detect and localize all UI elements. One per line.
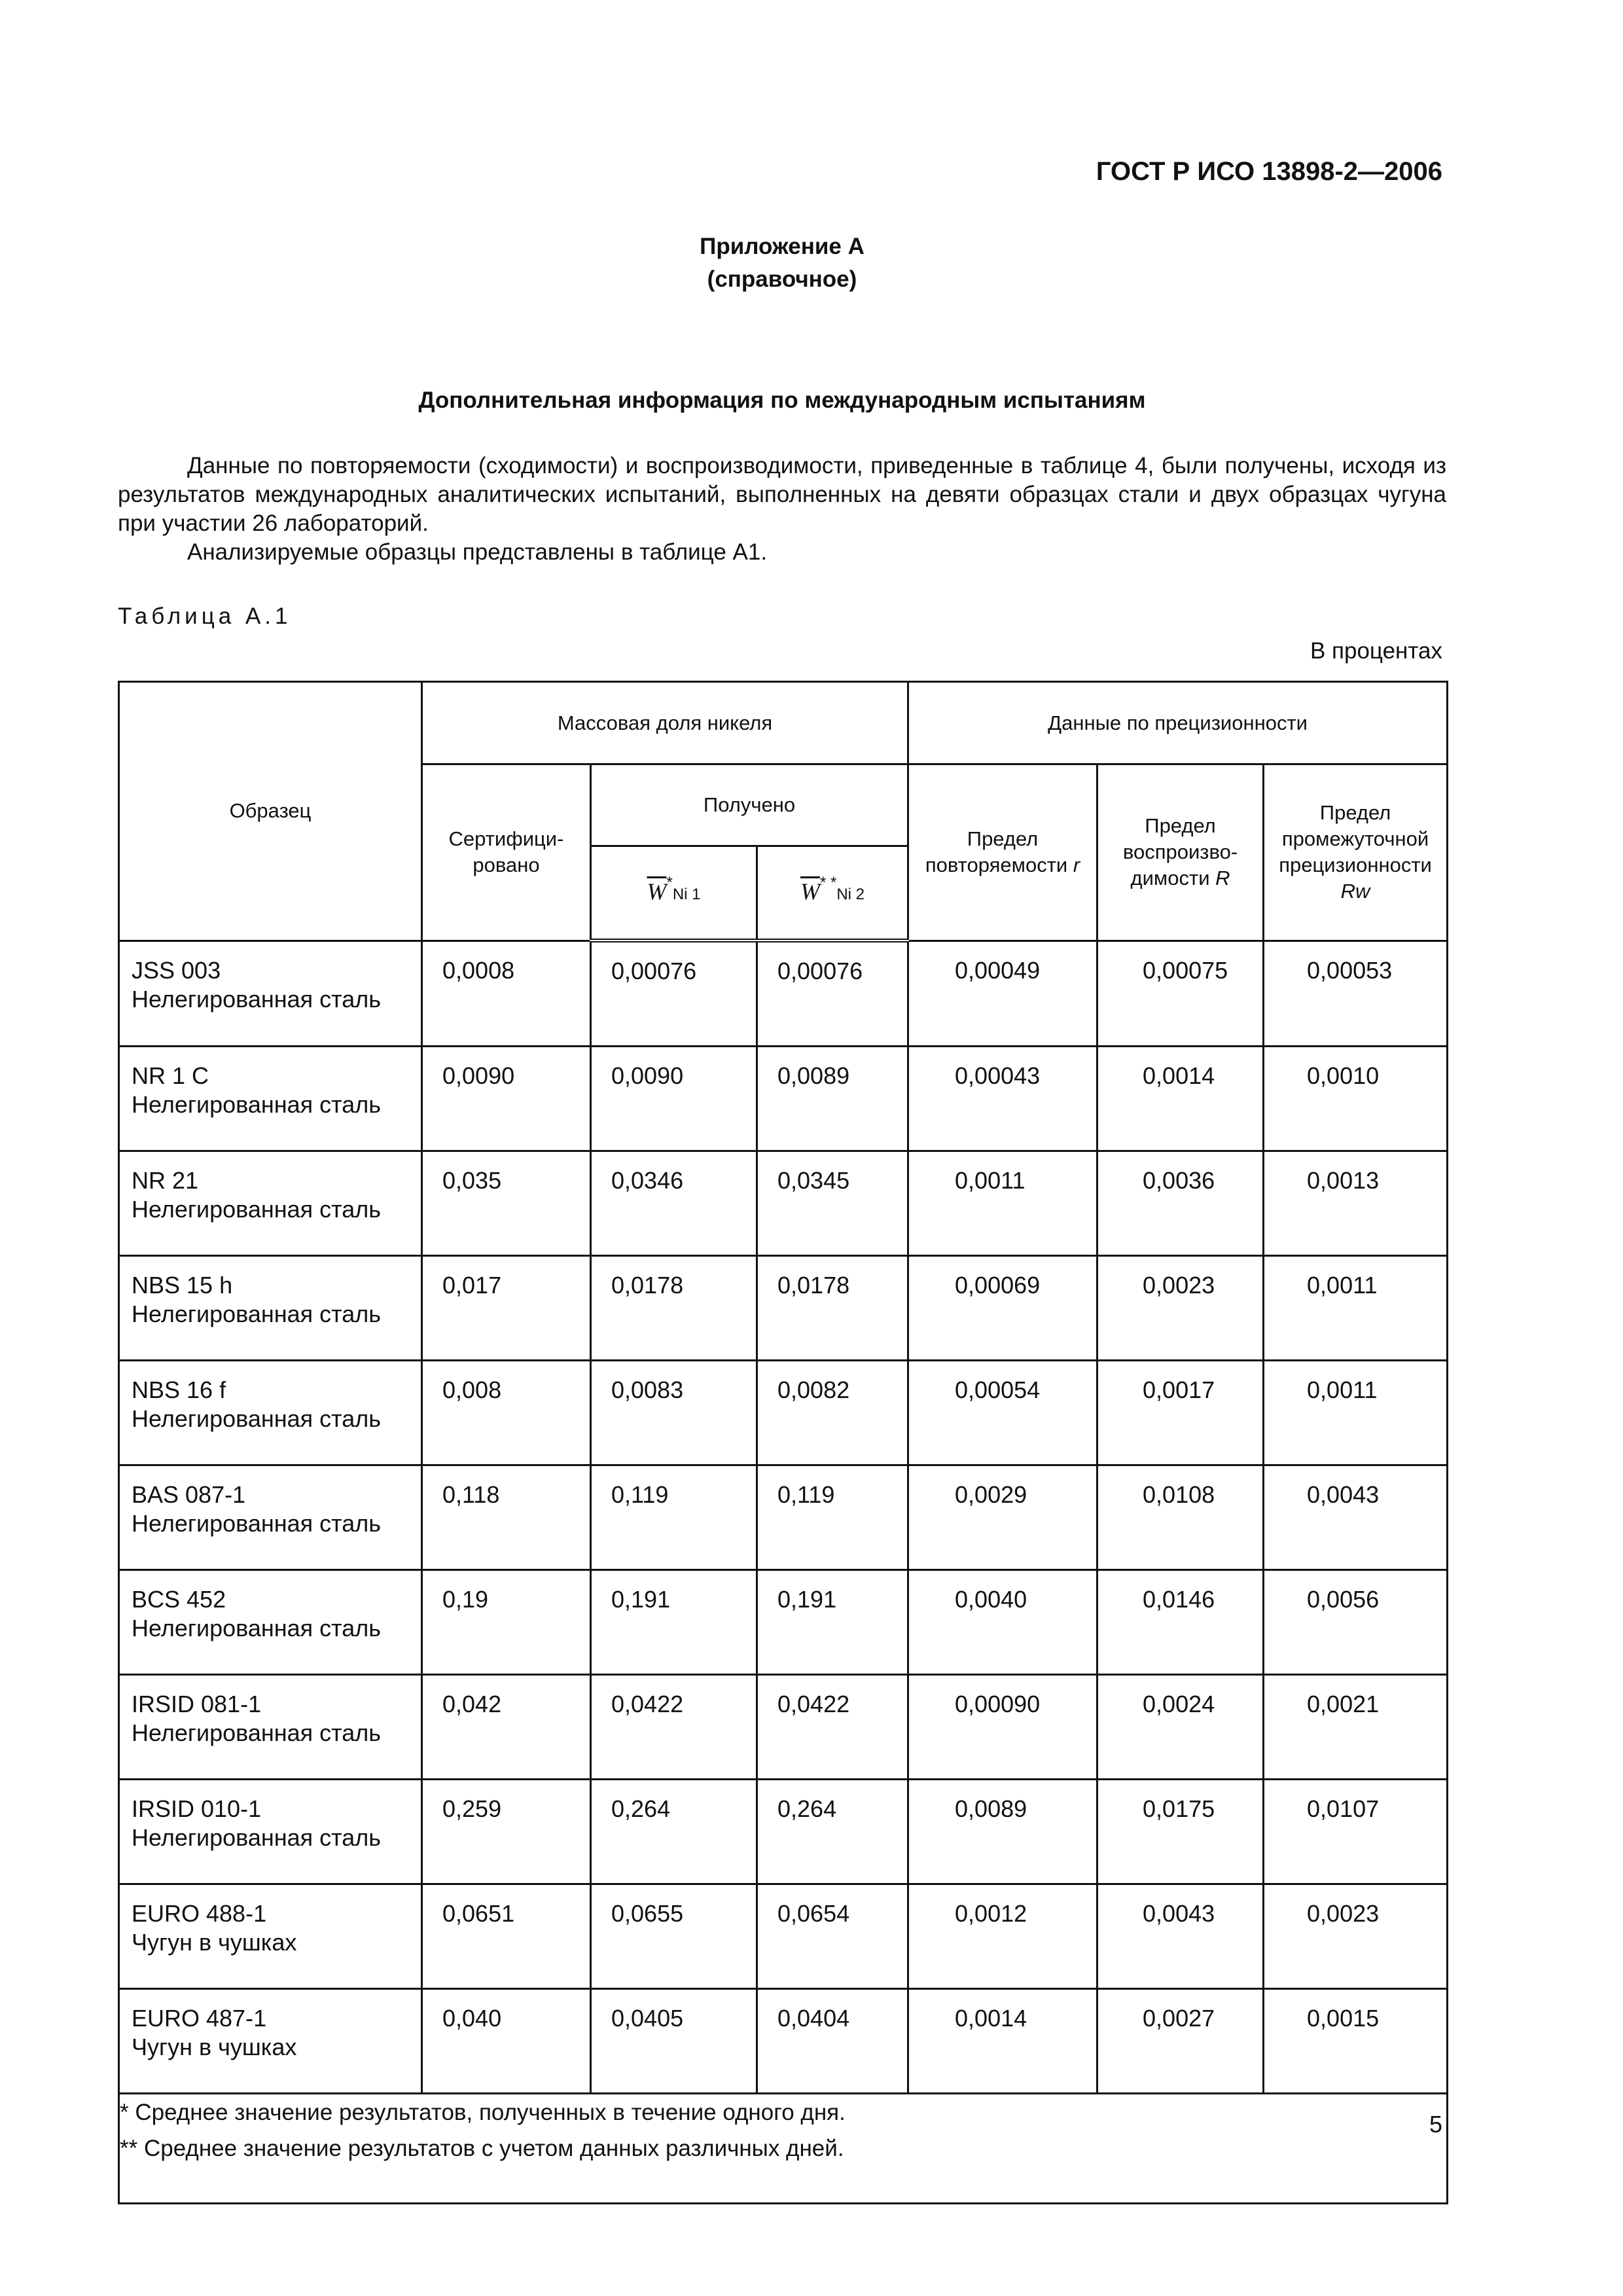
data-table <box>118 681 1448 2204</box>
annex-title: Приложение А <box>700 234 865 259</box>
cell-certified: 0,042 <box>422 1675 591 1780</box>
standard-code: ГОСТ Р ИСО 13898-2—2006 <box>1096 157 1442 186</box>
w-symbol: $\overline{W}$ <box>800 878 820 905</box>
cell-sample <box>119 1047 422 1151</box>
cell-reproducibility: 0,0108 <box>1097 1465 1264 1570</box>
cell-sample <box>119 941 422 1047</box>
cell-sample <box>119 1256 422 1361</box>
cell-reproducibility: 0,00075 <box>1097 941 1264 1047</box>
table-row <box>119 1361 1448 1465</box>
w2-subscript: Ni 2 <box>836 885 865 903</box>
cell-certified: 0,040 <box>422 1989 591 2094</box>
cell-w-ni1: 0,0655 <box>591 1884 757 1989</box>
w2-mark: * * <box>819 873 837 891</box>
table-row <box>119 1884 1448 1989</box>
cell-repeatability: 0,0089 <box>908 1780 1097 1884</box>
section-title: Дополнительная информация по международным испытаниям <box>418 387 1146 413</box>
cell-repeatability: 0,00069 <box>908 1256 1097 1361</box>
annex-heading <box>0 230 1564 296</box>
cell-intermediate: 0,0015 <box>1264 1989 1448 2094</box>
table-row <box>119 941 1448 1047</box>
cell-intermediate: 0,00053 <box>1264 941 1448 1047</box>
cell-w-ni2: 0,0345 <box>757 1151 908 1256</box>
cell-intermediate: 0,0023 <box>1264 1884 1448 1989</box>
w-symbol: $\overline{W}$ <box>647 878 667 905</box>
cell-reproducibility: 0,0027 <box>1097 1989 1264 2094</box>
cell-certified: 0,0008 <box>422 941 591 1047</box>
header-w-ni1 <box>591 846 757 941</box>
header-reproducibility <box>1097 764 1264 941</box>
table-row <box>119 1780 1448 1884</box>
note-single-day: * Среднее значение результатов, полученных в течение одного дня. <box>120 2100 846 2125</box>
body-text <box>118 452 1446 567</box>
sample-code: EURO 488-1 <box>132 1900 267 1927</box>
cell-reproducibility: 0,0146 <box>1097 1570 1264 1675</box>
cell-reproducibility: 0,0024 <box>1097 1675 1264 1780</box>
table-row <box>119 1465 1448 1570</box>
symbol-R: R <box>1215 867 1230 890</box>
cell-intermediate: 0,0011 <box>1264 1361 1448 1465</box>
table-caption: Таблица А.1 <box>118 603 292 629</box>
header-w-ni2 <box>757 846 908 941</box>
cell-sample <box>119 1361 422 1465</box>
sample-material: Чугун в чушках <box>132 2034 297 2060</box>
sample-code: IRSID 010-1 <box>132 1795 262 1822</box>
cell-repeatability: 0,0011 <box>908 1151 1097 1256</box>
cell-w-ni2: 0,0422 <box>757 1675 908 1780</box>
cell-repeatability: 0,00090 <box>908 1675 1097 1780</box>
table-row <box>119 1047 1448 1151</box>
sample-code: BAS 087-1 <box>132 1481 246 1508</box>
sample-code: EURO 487-1 <box>132 2005 267 2032</box>
cell-reproducibility: 0,0023 <box>1097 1256 1264 1361</box>
cell-w-ni1: 0,264 <box>591 1780 757 1884</box>
cell-w-ni2: 0,00076 <box>757 941 908 1047</box>
cell-sample <box>119 1151 422 1256</box>
cell-w-ni1: 0,0083 <box>591 1361 757 1465</box>
cell-w-ni1: 0,119 <box>591 1465 757 1570</box>
cell-repeatability: 0,00054 <box>908 1361 1097 1465</box>
cell-w-ni2: 0,0089 <box>757 1047 908 1151</box>
cell-w-ni2: 0,264 <box>757 1780 908 1884</box>
cell-certified: 0,017 <box>422 1256 591 1361</box>
table-row <box>119 1675 1448 1780</box>
cell-sample <box>119 1989 422 2094</box>
cell-certified: 0,19 <box>422 1570 591 1675</box>
cell-repeatability: 0,0014 <box>908 1989 1097 2094</box>
sample-material: Нелегированная сталь <box>132 1196 382 1223</box>
cell-sample <box>119 1884 422 1989</box>
cell-reproducibility: 0,0043 <box>1097 1884 1264 1989</box>
sample-material: Чугун в чушках <box>132 1929 297 1956</box>
page-number: 5 <box>1429 2111 1442 2138</box>
sample-material: Нелегированная сталь <box>132 1091 382 1118</box>
header-obtained: Получено <box>591 764 908 846</box>
cell-reproducibility: 0,0017 <box>1097 1361 1264 1465</box>
header-precision: Данные по прецизионности <box>908 682 1448 764</box>
table-row <box>119 1256 1448 1361</box>
w1-subscript: Ni 1 <box>672 885 701 903</box>
cell-certified: 0,0651 <box>422 1884 591 1989</box>
cell-intermediate: 0,0043 <box>1264 1465 1448 1570</box>
cell-certified: 0,259 <box>422 1780 591 1884</box>
cell-w-ni2: 0,119 <box>757 1465 908 1570</box>
cell-intermediate: 0,0013 <box>1264 1151 1448 1256</box>
table-units: В процентах <box>1310 638 1442 664</box>
cell-w-ni1: 0,0405 <box>591 1989 757 2094</box>
annex-type: (справочное) <box>707 266 857 292</box>
cell-certified: 0,118 <box>422 1465 591 1570</box>
cell-sample <box>119 1570 422 1675</box>
cell-w-ni1: 0,191 <box>591 1570 757 1675</box>
header-intermediate <box>1264 764 1448 941</box>
cell-intermediate: 0,0010 <box>1264 1047 1448 1151</box>
cell-w-ni2: 0,191 <box>757 1570 908 1675</box>
table-row <box>119 1570 1448 1675</box>
header-repeatability-label: Предел повторяемости <box>925 827 1068 877</box>
cell-sample <box>119 1780 422 1884</box>
table-row <box>119 1151 1448 1256</box>
w1-mark: * <box>666 873 673 891</box>
cell-sample <box>119 1675 422 1780</box>
sample-code: NBS 15 h <box>132 1272 233 1299</box>
paragraph: Данные по повторяемости (сходимости) и воспроизводимости, приведенные в таблице 4, были получены, исходя из результатов международных аналитических испытаний, выполненных на девяти образцах стали и двух образцах чугуна при участии 26 лабораторий. <box>118 453 1446 536</box>
cell-intermediate: 0,0011 <box>1264 1256 1448 1361</box>
sample-code: NR 21 <box>132 1167 199 1194</box>
paragraph: Анализируемые образцы представлены в таблице А1. <box>187 539 768 565</box>
symbol-r: r <box>1073 853 1080 877</box>
sample-material: Нелегированная сталь <box>132 1615 382 1641</box>
sample-material: Нелегированная сталь <box>132 1510 382 1537</box>
header-mass-fraction: Массовая доля никеля <box>422 682 908 764</box>
header-repeatability <box>908 764 1097 941</box>
header-intermediate-label: Предел промежуточной прецизионности <box>1279 801 1432 877</box>
sample-code: NR 1 C <box>132 1062 209 1089</box>
cell-reproducibility: 0,0014 <box>1097 1047 1264 1151</box>
cell-intermediate: 0,0021 <box>1264 1675 1448 1780</box>
cell-w-ni1: 0,00076 <box>591 941 757 1047</box>
note-different-days: ** Среднее значение результатов с учетом данных различных дней. <box>120 2136 844 2161</box>
cell-intermediate: 0,0056 <box>1264 1570 1448 1675</box>
cell-reproducibility: 0,0036 <box>1097 1151 1264 1256</box>
cell-repeatability: 0,00043 <box>908 1047 1097 1151</box>
cell-w-ni1: 0,0422 <box>591 1675 757 1780</box>
table-row <box>119 1989 1448 2094</box>
table-notes <box>119 2094 1448 2204</box>
cell-certified: 0,008 <box>422 1361 591 1465</box>
cell-w-ni2: 0,0178 <box>757 1256 908 1361</box>
cell-certified: 0,035 <box>422 1151 591 1256</box>
sample-code: JSS 003 <box>132 956 221 984</box>
cell-reproducibility: 0,0175 <box>1097 1780 1264 1884</box>
header-sample: Образец <box>119 682 422 941</box>
cell-repeatability: 0,0012 <box>908 1884 1097 1989</box>
sample-material: Нелегированная сталь <box>132 1405 382 1432</box>
cell-w-ni2: 0,0654 <box>757 1884 908 1989</box>
cell-repeatability: 0,00049 <box>908 941 1097 1047</box>
cell-repeatability: 0,0029 <box>908 1465 1097 1570</box>
header-reproducibility-label: Предел воспроизво- димости <box>1122 814 1238 890</box>
cell-w-ni2: 0,0404 <box>757 1989 908 2094</box>
cell-intermediate: 0,0107 <box>1264 1780 1448 1884</box>
cell-sample <box>119 1465 422 1570</box>
header-certified: Сертифици- ровано <box>422 764 591 941</box>
symbol-Rw: Rw <box>1340 880 1370 903</box>
sample-material: Нелегированная сталь <box>132 985 382 1013</box>
sample-material: Нелегированная сталь <box>132 1719 382 1746</box>
cell-w-ni1: 0,0346 <box>591 1151 757 1256</box>
sample-material: Нелегированная сталь <box>132 1300 382 1327</box>
cell-w-ni2: 0,0082 <box>757 1361 908 1465</box>
cell-certified: 0,0090 <box>422 1047 591 1151</box>
cell-w-ni1: 0,0178 <box>591 1256 757 1361</box>
cell-repeatability: 0,0040 <box>908 1570 1097 1675</box>
cell-w-ni1: 0,0090 <box>591 1047 757 1151</box>
sample-material: Нелегированная сталь <box>132 1824 382 1851</box>
sample-code: NBS 16 f <box>132 1376 226 1403</box>
sample-code: BCS 452 <box>132 1586 226 1613</box>
sample-code: IRSID 081-1 <box>132 1691 262 1717</box>
